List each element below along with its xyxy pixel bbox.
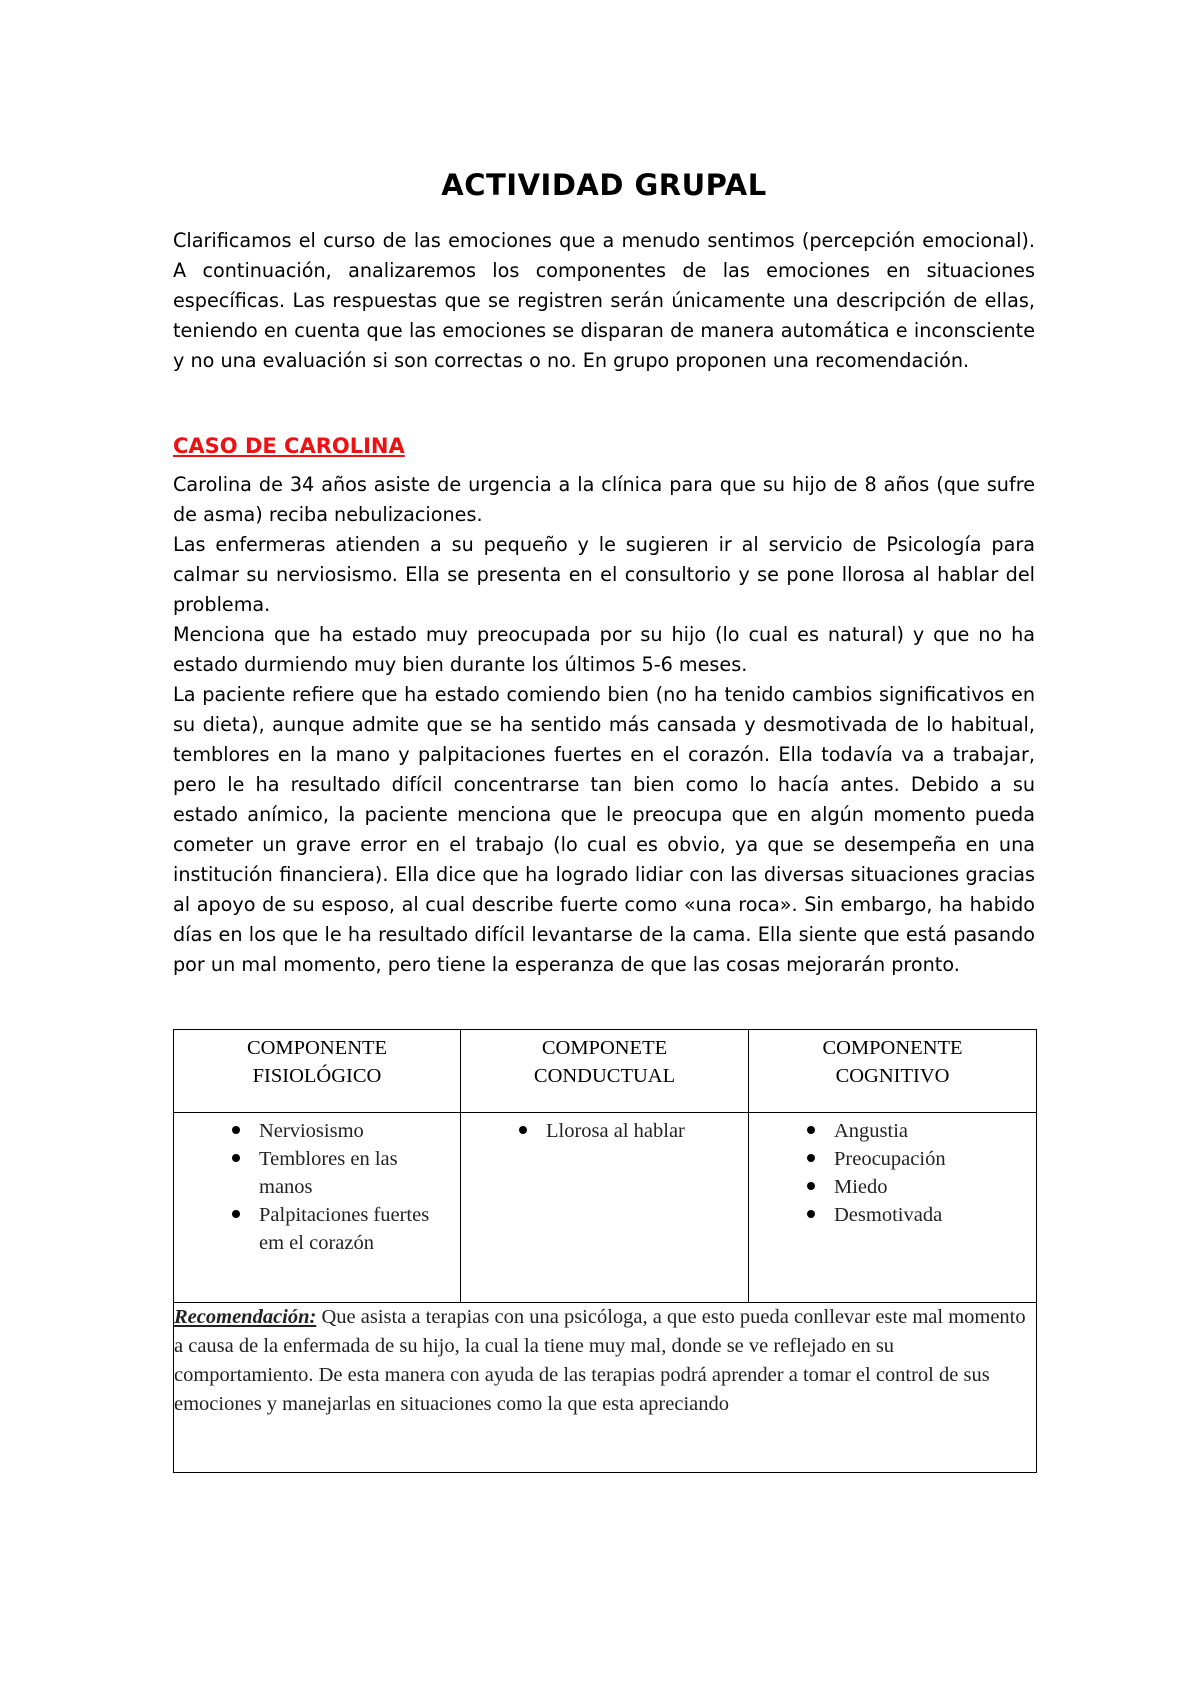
bullet-icon: [807, 1210, 815, 1218]
cognitivo-cell: [749, 1113, 1037, 1303]
header-line: CONDUCTUAL: [533, 1065, 676, 1087]
list-item: [184, 1117, 452, 1145]
list-item-text: Nerviosismo: [259, 1120, 364, 1142]
list-item: [184, 1201, 452, 1257]
case-body: [173, 470, 1035, 980]
header-cognitivo: [749, 1030, 1037, 1113]
recommendation-label: Recomendación:: [174, 1306, 317, 1328]
list-item: [759, 1201, 1028, 1229]
list-item: [471, 1117, 740, 1145]
table-recommendation-row: [174, 1303, 1037, 1473]
list-item-text: Palpitaciones fuertes em el corazón: [259, 1204, 430, 1254]
bullet-icon: [232, 1154, 240, 1162]
list-item-text: Llorosa al hablar: [546, 1120, 685, 1142]
list-item: [759, 1145, 1028, 1173]
case-paragraph: Menciona que ha estado muy preocupada por su hijo (lo cual es natural) y que no ha estado durmiendo muy bien durante los últimos 5-6 meses.: [173, 623, 1035, 676]
list-item-text: Preocupación: [834, 1148, 946, 1170]
case-paragraph: Las enfermeras atienden a su pequeño y le sugieren ir al servicio de Psicología para calmar su nerviosismo. Ella se presenta en el consultorio y se pone llorosa al hablar del problema.: [173, 533, 1035, 616]
header-line: COGNITIVO: [835, 1065, 950, 1087]
fisiologico-cell: [174, 1113, 461, 1303]
bullet-icon: [807, 1126, 815, 1134]
list-item-text: Desmotivada: [834, 1204, 943, 1226]
fisiologico-list: [184, 1117, 452, 1257]
table-header-row: [174, 1030, 1037, 1113]
cognitivo-list: [759, 1117, 1028, 1229]
table-list-row: [174, 1113, 1037, 1303]
bullet-icon: [807, 1182, 815, 1190]
header-line: COMPONETE: [541, 1037, 668, 1059]
header-fisiologico: [174, 1030, 461, 1113]
header-line: COMPONENTE: [246, 1037, 388, 1059]
case-paragraph: Carolina de 34 años asiste de urgencia a la clínica para que su hijo de 8 años (que sufre de asma) reciba nebulizaciones.: [173, 473, 1035, 526]
bullet-icon: [232, 1126, 240, 1134]
header-conductual: [461, 1030, 749, 1113]
case-paragraph: La paciente refiere que ha estado comiendo bien (no ha tenido cambios significativos en su dieta), aunque admite que se ha sentido más cansada y desmotivada de lo habitual, temblores en la mano y palpitaciones fuertes en el corazón. Ella todavía va a trabajar, pero le ha resultado difícil concentrarse tan bien como lo hacía antes. Debido a su estado anímico, la paciente menciona que le preocupa que en algún momento pueda cometer un grave error en el trabajo (lo cual es obvio, ya que se desempeña en una institución financiera). Ella dice que ha logrado lidiar con las diversas situaciones gracias al apoyo de su esposo, al cual describe fuerte como «una roca». Sin embargo, ha habido días en los que le ha resultado difícil levantarse de la cama. Ella siente que está pasando por un mal momento, pero tiene la esperanza de que las cosas mejorarán pronto.: [173, 683, 1035, 976]
recommendation-text: Que asista a terapias con una psicóloga, a que esto pueda conllevar este mal momento a causa de la enfermada de su hijo, la cual la tiene muy mal, donde se ve reflejado en su comportamiento. De esta manera con ayuda de las terapias podrá aprender a tomar el control de sus emociones y manejarlas en situaciones como la que esta apreciando: [174, 1306, 1026, 1415]
list-item: [184, 1145, 452, 1201]
recommendation-cell: [174, 1303, 1037, 1473]
intro-paragraph: Clarificamos el curso de las emociones que a menudo sentimos (percepción emocional). A continuación, analizaremos los componentes de las emociones en situaciones específicas. Las respuestas que se registren serán únicamente una descripción de ellas, teniendo en cuenta que las emociones se disparan de manera automática e inconsciente y no una evaluación si son correctas o no. En grupo proponen una recomendación.: [173, 229, 1035, 372]
conductual-cell: [461, 1113, 749, 1303]
header-line: FISIOLÓGICO: [252, 1065, 382, 1087]
page-title: ACTIVIDAD GRUPAL: [441, 168, 767, 202]
bullet-icon: [519, 1126, 527, 1134]
list-item: [759, 1117, 1028, 1145]
case-title: CASO DE CAROLINA: [173, 434, 405, 458]
header-line: COMPONENTE: [822, 1037, 963, 1059]
components-table: [173, 1029, 1037, 1473]
bullet-icon: [232, 1210, 240, 1218]
list-item: [759, 1173, 1028, 1201]
list-item-text: Angustia: [834, 1120, 909, 1142]
list-item-text: Miedo: [834, 1176, 888, 1198]
conductual-list: [471, 1117, 740, 1145]
list-item-text: Temblores en las manos: [259, 1148, 398, 1198]
bullet-icon: [807, 1154, 815, 1162]
